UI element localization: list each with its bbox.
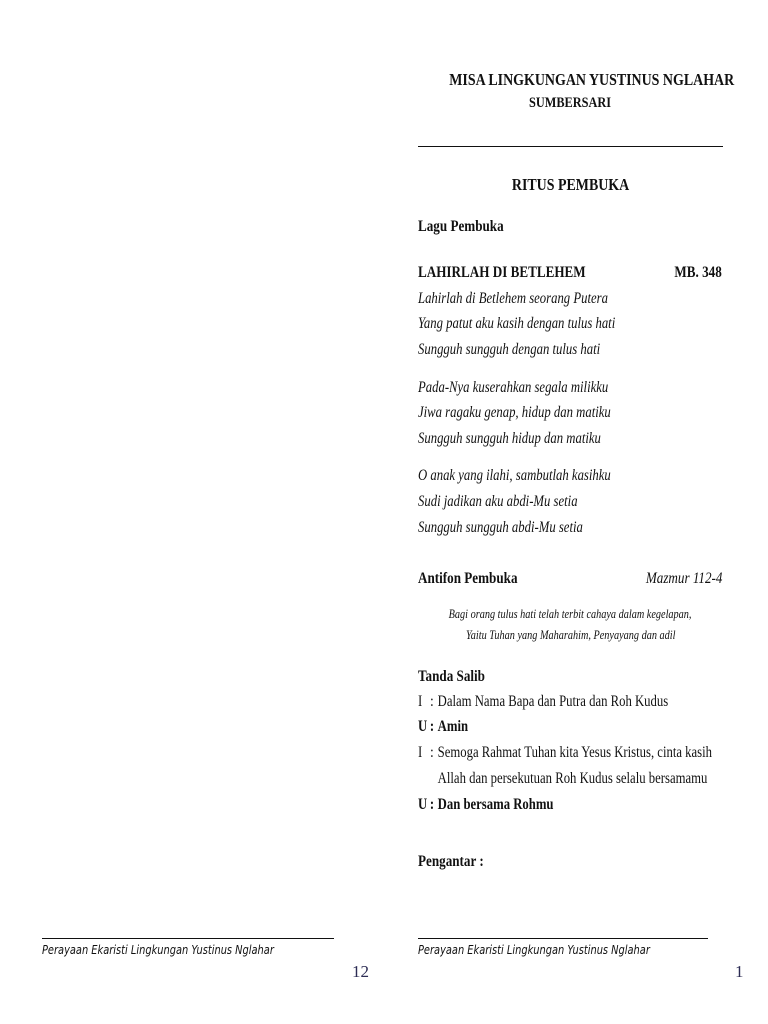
dialogue-line: I : Dalam Nama Bapa dan Putra dan Roh Kudus [418,693,669,710]
antiphon-line: Yaitu Tuhan yang Maharahim, Penyayang dan adil [465,628,676,642]
left-footer-text: Perayaan Ekaristi Lingkungan Yustinus Nglahar [42,943,274,957]
document-subtitle: SUMBERSARI [529,95,612,111]
verse-line: Pada-Nya kuserahkan segala milikku [418,379,609,396]
introduction-label: Pengantar : [418,853,484,870]
verse-line: Lahirlah di Betlehem seorang Putera [418,290,608,307]
right-footer-text: Perayaan Ekaristi Lingkungan Yustinus Nglahar [418,943,650,957]
verse-line: Sungguh sungguh hidup dan matiku [418,430,601,447]
section-title: RITUS PEMBUKA [511,175,630,194]
verse-line: Sungguh sungguh abdi-Mu setia [418,519,583,536]
document-title: MISA LINGKUNGAN YUSTINUS NGLAHAR [449,70,735,89]
verse-line: Yang patut aku kasih dengan tulus hati [418,315,616,332]
verse-line: Jiwa ragaku genap, hidup dan matiku [418,404,611,421]
song-reference: MB. 348 [674,264,722,281]
dialogue-line: I : Semoga Rahmat Tuhan kita Yesus Kristus, cinta kasih [418,744,713,761]
left-footer-divider [42,938,334,939]
verse-line: Sudi jadikan aku abdi-Mu setia [418,493,578,510]
antiphon-line: Bagi orang tulus hati telah terbit cahaya dalam kegelapan, [449,607,692,621]
song-title: LAHIRLAH DI BETLEHEM [418,264,586,281]
left-page-number: 12 [352,962,369,981]
antiphon-reference: Mazmur 112-4 [645,570,722,587]
verse-line: Sungguh sungguh dengan tulus hati [418,341,601,358]
dialogue-line: Allah dan persekutuan Roh Kudus selalu bersamamu [437,770,708,787]
right-footer-divider [418,938,708,939]
right-page-number: 1 [735,962,744,981]
antiphon-label: Antifon Pembuka [418,570,518,587]
verse-line: O anak yang ilahi, sambutlah kasihku [418,467,611,484]
header-divider [418,146,723,147]
dialogue-line: U : Amin [418,718,469,735]
dialogue-line: U : Dan bersama Rohmu [418,796,554,813]
sign-of-cross-label: Tanda Salib [418,668,485,685]
opening-song-label: Lagu Pembuka [418,218,504,235]
